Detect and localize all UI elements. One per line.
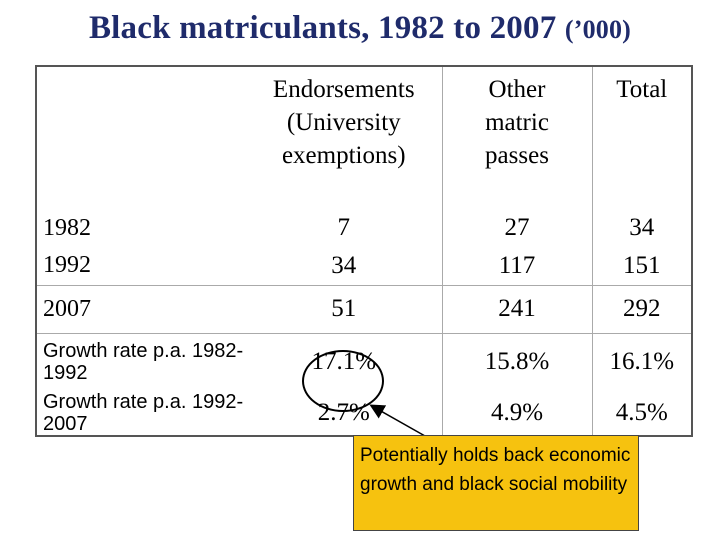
- growth-label: Growth rate p.a. 1992-2007: [43, 391, 244, 435]
- table-cell: 292: [592, 285, 692, 333]
- header-row: [36, 66, 692, 206]
- col-header-other-passes: Other matric passes: [442, 66, 592, 206]
- callout-note: Potentially holds back economic growth and black social mobility: [353, 435, 639, 531]
- growth-cell: 4.5%: [592, 391, 692, 436]
- table-row: [36, 285, 692, 333]
- growth-cell: 4.9%: [442, 391, 592, 436]
- corner-cell: [36, 66, 246, 206]
- table-cell: 51: [331, 295, 357, 322]
- table-cell: 117: [442, 247, 592, 285]
- table-cell: 151: [592, 247, 692, 285]
- row-label: 1982: [43, 214, 91, 241]
- growth-cell: 2.7%: [317, 399, 370, 426]
- growth-cell: 17.1%: [311, 348, 377, 376]
- table-cell: 241: [442, 285, 592, 333]
- highlight-circle: [302, 350, 384, 412]
- col-header-endorsements: Endorsements (University exemptions): [272, 76, 415, 169]
- col-header-total: Total: [592, 66, 692, 206]
- slide-title: [0, 10, 720, 47]
- title-unit: (’000): [564, 15, 632, 44]
- row-label: 1992: [43, 252, 91, 279]
- table-cell: 27: [442, 209, 592, 247]
- growth-label: Growth rate p.a. 1982-1992: [43, 340, 244, 385]
- table-cell: 34: [331, 251, 357, 279]
- growth-cell: 15.8%: [442, 333, 592, 391]
- table-row: [36, 247, 692, 285]
- growth-cell: 16.1%: [592, 333, 692, 391]
- table-cell: 34: [592, 209, 692, 247]
- table-row: [36, 209, 692, 247]
- title-text: Black matriculants, 1982 to 2007: [88, 10, 557, 46]
- table-cell: 7: [337, 214, 350, 241]
- row-label: 2007: [43, 295, 91, 322]
